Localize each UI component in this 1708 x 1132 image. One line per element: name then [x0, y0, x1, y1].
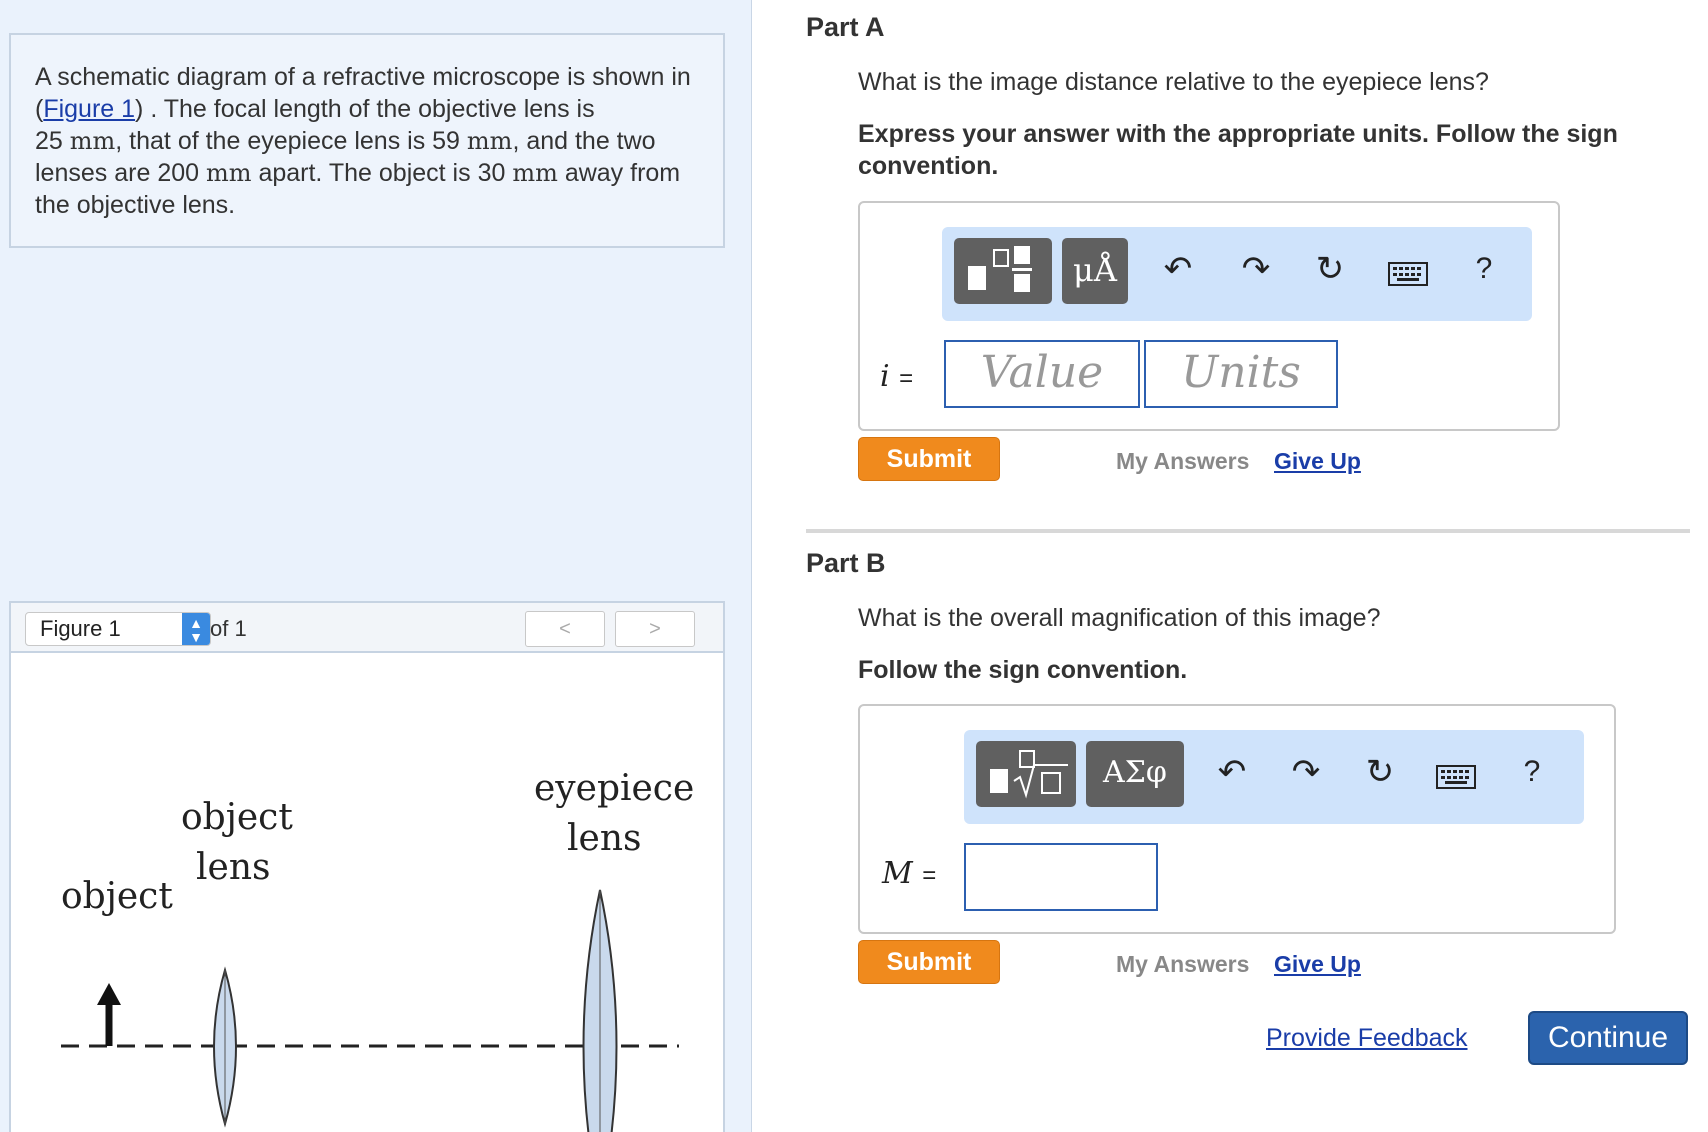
undo-icon[interactable]: ↶ — [1217, 753, 1247, 791]
keyboard-icon[interactable] — [1434, 758, 1478, 798]
problem-text: apart. The object is — [258, 159, 471, 187]
unit-mm: mm — [466, 127, 513, 155]
focal-length-objective-value: 25 — [35, 127, 63, 155]
part-b-math-toolbar — [964, 730, 1584, 824]
problem-text: , that of the eyepiece lens is — [115, 127, 426, 155]
templates-button[interactable] — [954, 238, 1052, 304]
sqrt-template-icon — [976, 741, 1076, 807]
left-pane — [0, 0, 752, 1132]
part-a-instruction: Express your answer with the appropriate units. Follow the sign convention. — [858, 120, 1618, 180]
greek-symbols-button[interactable]: ΑΣφ — [1086, 741, 1184, 807]
provide-feedback-link[interactable]: Provide Feedback — [1266, 1024, 1468, 1052]
help-icon[interactable]: ? — [1523, 755, 1541, 788]
label-eyepiece-line2: lens — [567, 818, 642, 859]
object-distance-value: 30 — [477, 159, 506, 187]
magnification-input[interactable] — [964, 843, 1158, 911]
redo-icon[interactable]: ↷ — [1241, 250, 1271, 288]
part-a-answer-box — [858, 201, 1560, 431]
figure-toolbar — [11, 603, 723, 653]
label-object-lens-line2: lens — [196, 847, 271, 888]
chevron-up-down-icon: ▲ ▼ — [182, 613, 210, 645]
next-figure-button[interactable] — [615, 611, 695, 647]
figure-select[interactable] — [25, 612, 211, 646]
part-b-give-up-link[interactable]: Give Up — [1274, 951, 1361, 977]
part-b-variable-label — [882, 856, 936, 891]
part-b-answer-box — [858, 704, 1616, 934]
label-eyepiece-line1: eyepiece — [534, 768, 695, 809]
part-b-my-answers[interactable]: My Answers — [1116, 951, 1250, 977]
figure-count: of 1 — [210, 616, 247, 641]
prev-figure-button[interactable] — [525, 611, 605, 647]
variable-i: i — [880, 359, 890, 394]
problem-text: ) . The focal length of the objective lens is — [135, 95, 595, 123]
chevron-right-icon: > — [649, 618, 661, 640]
focal-length-eyepiece-value: 59 — [432, 127, 460, 155]
units-input[interactable]: Units — [1144, 340, 1338, 408]
section-divider — [806, 529, 1690, 533]
object-arrow-head — [97, 983, 121, 1005]
redo-icon[interactable]: ↷ — [1291, 753, 1321, 791]
label-object: object — [61, 876, 173, 917]
reset-icon[interactable]: ↻ — [1315, 250, 1345, 288]
part-a-variable-label — [880, 359, 913, 394]
figure-select-label: Figure 1 — [40, 616, 121, 641]
problem-statement — [9, 33, 725, 248]
part-a-my-answers[interactable]: My Answers — [1116, 448, 1250, 474]
label-object-lens-line1: object — [181, 797, 293, 838]
equals-sign: = — [899, 365, 914, 392]
part-a-title: Part A — [806, 12, 885, 42]
part-a-submit-button[interactable]: Submit — [858, 437, 1000, 481]
part-a-give-up-link[interactable]: Give Up — [1274, 448, 1361, 474]
templates-button[interactable] — [976, 741, 1076, 807]
microscope-diagram — [11, 653, 723, 1132]
problem-text: away from the objective lens. — [35, 159, 681, 219]
units-button[interactable]: μÅ — [1062, 238, 1128, 304]
continue-button[interactable]: Continue — [1528, 1011, 1688, 1065]
undo-icon[interactable]: ↶ — [1163, 250, 1193, 288]
value-input[interactable]: Value — [944, 340, 1140, 408]
chevron-left-icon: < — [559, 618, 571, 640]
equals-sign: = — [922, 862, 937, 889]
part-b-question: What is the overall magnification of this image? — [858, 604, 1381, 632]
part-b-title: Part B — [806, 548, 886, 578]
figure-link[interactable]: Figure 1 — [43, 95, 136, 123]
keyboard-icon[interactable] — [1386, 255, 1430, 295]
problem-text: A schematic diagram of a refractive microscope is shown in ( — [35, 63, 691, 123]
unit-mm: mm — [69, 127, 116, 155]
fraction-template-icon — [954, 238, 1052, 304]
part-a-question: What is the image distance relative to the eyepiece lens? — [858, 68, 1489, 96]
unit-mm: mm — [512, 159, 558, 187]
lens-separation-value: 200 — [157, 159, 200, 187]
figure-panel — [9, 601, 725, 1132]
part-b-instruction: Follow the sign convention. — [858, 656, 1188, 684]
variable-M: M — [882, 856, 913, 891]
problem-text: , and the two lenses are — [35, 127, 656, 187]
part-a-math-toolbar — [942, 227, 1532, 321]
reset-icon[interactable]: ↻ — [1365, 753, 1395, 791]
part-b-submit-button[interactable]: Submit — [858, 940, 1000, 984]
unit-mm: mm — [205, 159, 252, 187]
help-icon[interactable]: ? — [1475, 252, 1493, 285]
